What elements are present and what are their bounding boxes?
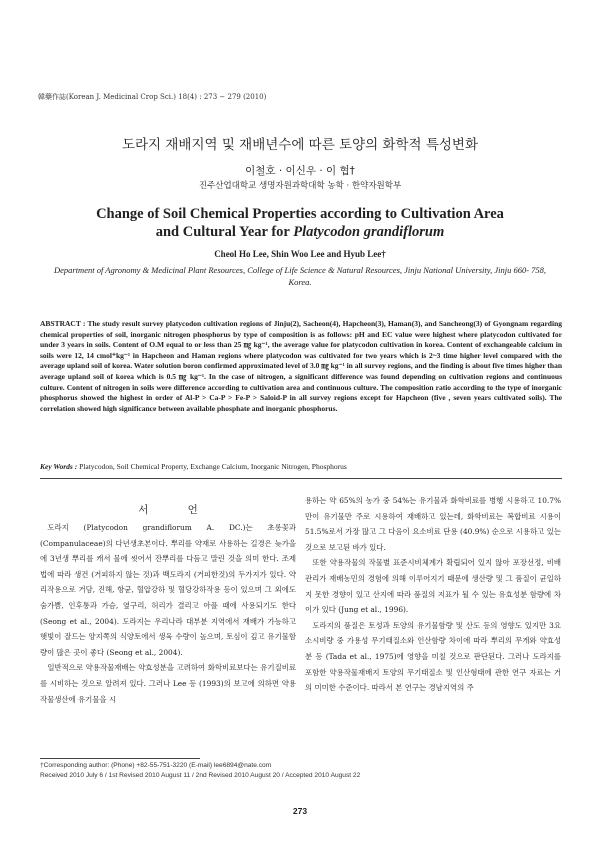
section-heading: 서 언 xyxy=(138,504,216,516)
korean-authors: 이철호 · 이신우 · 이 협† xyxy=(245,165,355,177)
paragraph: 용하는 약 65%의 농가 중 54%는 유기물과 화학비료를 병행 시용하고 10.7%만이 유기물만 주로 시용하여 재배하고 있는데, 화학비료는 복합비료 시용이 51.5%로서 가장 많고 그 다음이 요소비료 단용 (40.9%) 순으로 시용하고 있는 것으로 보고된 바가 있다. xyxy=(305,496,561,552)
english-title-line1: Change of Soil Chemical Properties according to Cultivation Area xyxy=(96,206,504,222)
right-column xyxy=(305,493,561,696)
paragraph: 도라지의 품질은 토성과 토양의 유기물함량 및 산도 등의 영향도 있지만 3요소시비량 중 가용성 무기태질소와 인산함량 차이에 따라 뿌리의 무게와 약효성분 등 (Tada et al., 1975)에 영향을 미칠 것으로 판단된다. 그러나 도라지를 포함한 약용작물재배지 토양의 무기태질소 및 인산형태에 관한 연구 자료는 거의 미미한 수준이다. 따라서 본 연구는 경남지역의 주 xyxy=(305,620,561,693)
footnote-received-dates: Received 2010 July 6 / 1st Revised 2010 August 11 / 2nd Revised 2010 August 20 / Accepted 2010 August 22 xyxy=(40,772,361,779)
page-number: 273 xyxy=(292,806,308,816)
english-authors: Cheol Ho Lee, Shin Woo Lee and Hyub Lee† xyxy=(214,249,386,259)
keywords xyxy=(40,462,562,471)
paragraph: 또한 약용작물의 작물별 표준시비체계가 확립되어 있지 않아 포장선정, 비배관리가 재배농민의 경험에 의해 이루어지기 때문에 생산량 및 그 품질이 균일하지 못한 경향이 있고 산지에 따라 품질의 지표가 될 수 있는 유효성분 함량에 차이가 있다 (Jung et al., 1996). xyxy=(305,558,561,615)
keywords-label: Key Words : xyxy=(40,462,78,471)
english-affiliation: Department of Agronomy & Medicinal Plant Resources, College of Life Science & Natural Resources, Jinju National University, Jinju 660- 758, Korea. xyxy=(53,265,547,287)
english-title-line2: and Cultural Year for xyxy=(155,224,294,240)
footnote-divider xyxy=(40,758,200,759)
footnote-corresponding-author: †Corresponding author: (Phone) +82-55-751-3220 (E-mail) lee6894@nate.com xyxy=(40,762,272,769)
left-column xyxy=(40,520,296,707)
keywords-text: Platycodon, Soil Chemical Property, Exchange Calcium, Inorganic Nitrogen, Phosphorus xyxy=(79,462,347,471)
korean-title: 도라지 재배지역 및 재배년수에 따른 토양의 화학적 특성변화 xyxy=(121,137,479,153)
abstract: ABSTRACT : The study result survey platycodon cultivation regions of Jinju(2), Sacheon(4), Hapcheon(3), Haman(3), and Sancheong(3) of Gyongnam regarding chemical properties of soil, inorganic nitrogen phosphorus by type of composition is as follows: pH and EC value were highest where platycodon cultivated for under 3 years in soils. Content of O.M equal to or less than 25 ㎎ kg⁻¹, the average value for platycodon cultivation in korea. Content of exchangeable calcium in soils were 12, 14 cmol⁺kg⁻¹ in Hapcheon and Haman regions where platycodon was cultivated for two years which is 2~3 time higher level compared with the average upland soil of korea. Water solution boron confirmed approximated level of 3.0 ㎎ kg⁻¹ in all survey regions, and the finding is about five times higher than average upland soil of korea which is 0.5 ㎎ kg⁻¹. In the case of nitrogen, a significant difference was found depending on cultivation regions and continuous culture. Content of nitrogen in soils were difference according to cultivation area and continuous culture. The composition ratio according to the type of inorganic phosphorus showed the highest in order of Al-P > Ca-P > Fe-P > Saloid-P in all survey regions except for Hapcheon (five , seven years cultivated soils). The correlation showed high significance between available phosphate and inorganic phosphorus. xyxy=(40,319,562,413)
korean-affiliation: 진주산업대학교 생명자원과학대학 농학 · 한약자원학부 xyxy=(198,181,402,191)
paragraph: 일반적으로 약용작물재배는 약효성분을 고려하여 화학비료보다는 유기질비료를 시비하는 것으로 알려져 있다. 그러나 Lee 등 (1993)의 보고에 의하면 약용작물생산에 유기물을 시 xyxy=(40,663,296,704)
section-divider xyxy=(40,478,562,479)
english-title xyxy=(40,205,560,241)
species-name: Platycodon grandiflorum xyxy=(293,224,445,240)
paragraph: 도라지 (Platycodon grandiflorum A. DC.)는 초롱꽃과 (Companulaceae)의 다년생초본이다. 뿌리를 약재로 사용하는 길경은 늦가을에 3년생 뿌리를 캐서 물에 씻어서 잔뿌리를 다듬고 말린 것을 의미 한다. 조제법에 따라 생건 (거피하지 않는 것)과 백도라지 (거피한것)의 두가지가 있다. 약리작용으로 거담, 진해, 항균, 혈압강하 및 혈당강하작용 등이 있으며 그 외에도 숨가쁨, 인후통과 가슴, 옆구리, 허리가 결리고 아플 때에 사용되기도 한다 (Seong et al., 2004). 도라지는 우리나라 대부분 지역에서 재배가 가능하고 햇빛이 잘드는 양지쪽의 식양토에서 생육 수량이 높으며, 토심이 깊고 유기물함량이 많은 곳이 좋다 (Seong et al., 2004). xyxy=(40,523,296,657)
journal-citation: 韓藥作誌(Korean J. Medicinal Crop Sci.) 18(4) : 273 − 279 (2010) xyxy=(38,93,267,101)
